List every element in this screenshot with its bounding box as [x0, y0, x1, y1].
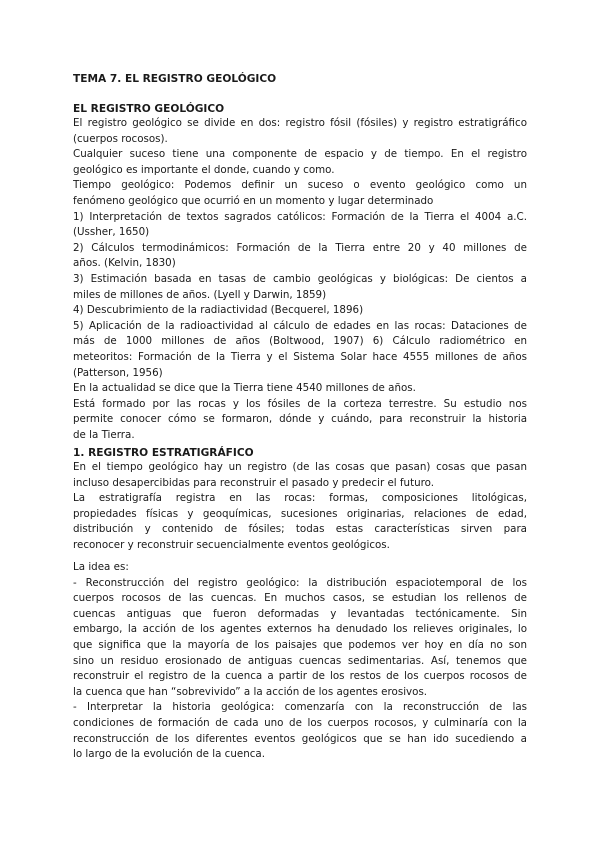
body-line: condiciones de formación de cada uno de los cuerpos rocosos, y culminaría con la [73, 716, 527, 729]
body-line: 5) Aplicación de la radioactividad al cálculo de edades en las rocas: Dataciones de [73, 319, 527, 332]
body-line: (cuerpos rocosos). [73, 132, 168, 145]
body-line: cuerpos rocosos de las cuencas. En muchos casos, se estudian los rellenos de [73, 592, 527, 605]
body-line: distribución y contenido de fósiles; todas estas características sirven para [73, 523, 527, 536]
body-line: - Reconstrucción del registro geológico: la distribución espaciotemporal de los [73, 576, 527, 589]
body-line: de la Tierra. [73, 428, 135, 441]
section-heading-registro-estratigrafico: 1. REGISTRO ESTRATIGRÁFICO [73, 447, 254, 459]
body-line: cuencas antiguas que fueron deformadas y levantadas tectónicamente. Sin [73, 607, 527, 620]
body-line: sino un residuo erosionado de antiguas cuencas sedimentarias. Así, tenemos que [73, 654, 527, 667]
section2-body [73, 460, 527, 554]
body-line: (Ussher, 1650) [73, 226, 150, 239]
body-line: En la actualidad se dice que la Tierra tiene 4540 millones de años. [73, 382, 416, 395]
body-line: reconocer y reconstruir secuencialmente eventos geológicos. [73, 538, 390, 551]
body-line: más de 1000 millones de años (Boltwood, 1907) 6) Cálculo radiométrico en [73, 335, 527, 348]
body-line: reconstrucción de los diferentes eventos geológicos que se han ido sucediendo a [73, 732, 527, 745]
document-title: TEMA 7. EL REGISTRO GEOLÓGICO [73, 73, 277, 85]
body-line: - Interpretar la historia geológica: comenzaría con la reconstrucción de las [73, 701, 527, 714]
idea-block [73, 560, 527, 763]
body-line: la cuenca que han “sobrevivido” a la acción de los agentes erosivos. [73, 685, 428, 698]
body-line: El registro geológico se divide en dos: registro fósil (fósiles) y registro estratigráfico [73, 117, 527, 129]
body-line: incluso desapercibidas para reconstruir el pasado y predecir el futuro. [73, 476, 435, 489]
body-line: que significa que la mayoría de los paisajes que podemos ver hoy en día no son [73, 638, 527, 651]
body-line: 1) Interpretación de textos sagrados católicos: Formación de la Tierra el 4004 a.C. [73, 210, 527, 223]
body-line: años. (Kelvin, 1830) [73, 257, 176, 270]
body-line: Tiempo geológico: Podemos definir un suceso o evento geológico como un [73, 179, 527, 192]
idea-label: La idea es: [73, 561, 129, 573]
body-line: permite conocer cómo se formaron, dónde y cuándo, para reconstruir la historia [73, 413, 527, 426]
body-line: 4) Descubrimiento de la radiactividad (Becquerel, 1896) [73, 304, 364, 317]
body-line: fenómeno geológico que ocurrió en un momento y lugar determinado [73, 194, 434, 207]
body-line: propiedades físicas y geoquímicas, sucesiones originarias, relaciones de edad, [73, 507, 527, 520]
body-line: La estratigrafía registra en las rocas: formas, composiciones litológicas, [73, 492, 527, 505]
body-line: miles de millones de años. (Lyell y Darwin, 1859) [73, 288, 327, 301]
section-heading-registro-geologico: EL REGISTRO GEOLÓGICO [73, 103, 225, 115]
section1-body [73, 116, 527, 443]
body-line: 3) Estimación basada en tasas de cambio geológicas y biológicas: De cientos a [73, 272, 527, 285]
body-line: Cualquier suceso tiene una componente de espacio y de tiempo. En el registro [73, 148, 527, 161]
body-line: 2) Cálculos termodinámicos: Formación de la Tierra entre 20 y 40 millones de [73, 241, 527, 254]
body-line: embargo, la acción de los agentes externos ha denudado los relieves originales, lo [73, 623, 527, 636]
body-line: En el tiempo geológico hay un registro (de las cosas que pasan) cosas que pasan [73, 461, 527, 473]
body-line: lo largo de la evolución de la cuenca. [73, 748, 265, 761]
body-line: (Patterson, 1956) [73, 366, 163, 379]
body-line: Está formado por las rocas y los fósiles de la corteza terrestre. Su estudio nos [73, 397, 527, 410]
body-line: reconstruir el registro de la cuenca a partir de los restos de los cuerpos rocosos de [73, 670, 527, 683]
body-line: geológico es importante el donde, cuando y como. [73, 163, 335, 176]
body-line: meteoritos: Formación de la Tierra y el Sistema Solar hace 4555 millones de años [73, 350, 527, 363]
